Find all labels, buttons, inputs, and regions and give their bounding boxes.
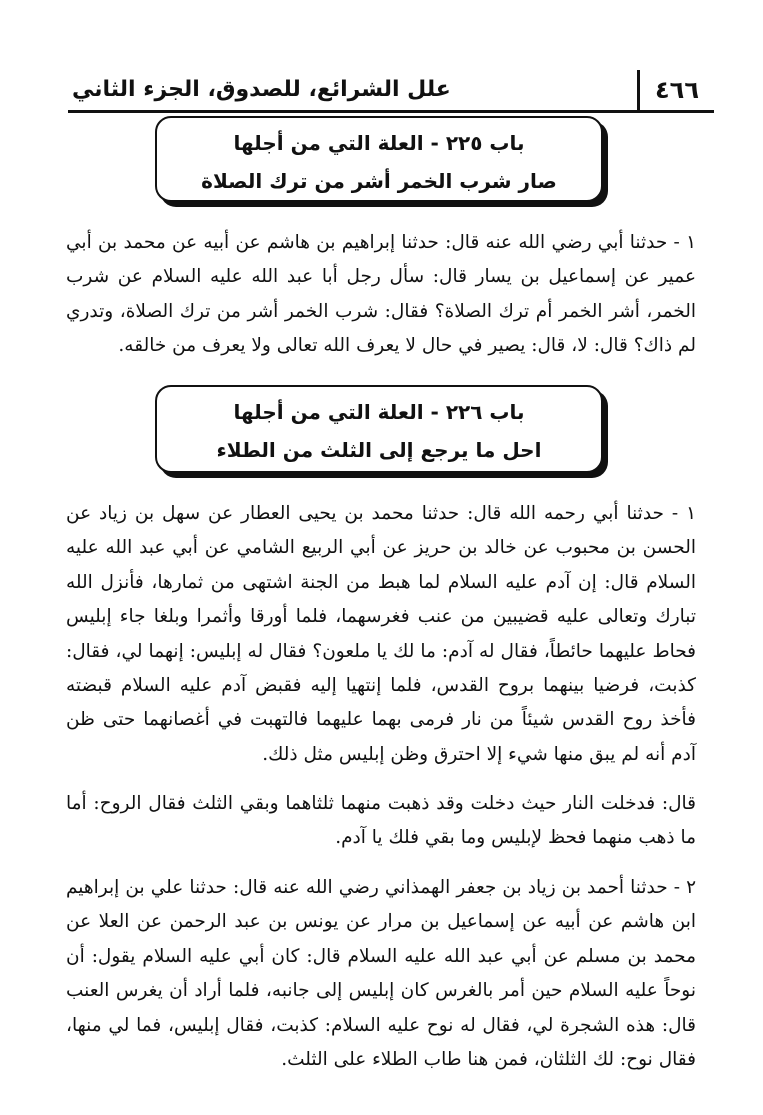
hadith-paragraph: قال: فدخلت النار حيث دخلت وقد ذهبت منهما ثلثاهما وبقي الثلث فقال الروح: أما ما ذهب منهما فحظ لإبليس وما بقي فلك يا آدم.	[66, 793, 696, 849]
hadith-paragraph: ٢ - حدثنا أحمد بن زياد بن جعفر الهمذاني رضي الله عنه قال: حدثنا علي بن إبراهيم ابن هاشم عن أبيه عن إسماعيل بن مرار عن يونس بن عبد الرحمن عن العلا عن محمد بن مسلم عن أبي عبد الله عليه السلام قال: كان أبي عليه السلام يقول: أن نوحاً عليه السلام حين أمر بالغرس كان إبليس إلى جانبه، فلما أراد أن يغرس العنب قال: هذه الشجرة لي، فقال له نوح عليه السلام: كذبت، فقال إبليس، فما لي منها، فقال نوح: لك الثلثان، فمن هنا طاب الطلاء على الثلث.	[66, 877, 696, 1071]
chapter-title-line1: باب ٢٢٥ - العلة التي من أجلها	[233, 131, 525, 155]
hadith-paragraph: ١ - حدثنا أبي رحمه الله قال: حدثنا محمد بن يحيى العطار عن سهل بن زياد عن الحسن بن محبوب عن خالد بن حريز عن أبي الربيع الشامي عن أبي عبد الله عليه السلام قال: إن آدم عليه السلام لما هبط من الجنة اشتهى من ثمارها، فأنزل الله تبارك وتعالى عليه قضيبين من عنب فغرسهما، فلما أورقا وأثمرا وبلغا جاء إبليس فحاط عليهما حائطاً، فقال له آدم: ما لك يا ملعون؟ فقال له إبليس: إنهما لي، فقال: كذبت، فرضيا بينهما بروح القدس، فلما إنتهيا إليه فقبض آدم عليه السلام قبضته فأخذ روح القدس شيئاً من نار فرمى بهما عليهما فالتهبت في أغصانهما حتى ظن آدم أنه لم يبق منها شيء إلا احترق وظن إبليس مثل ذلك.	[66, 503, 696, 765]
chapter-title-line2: صار شرب الخمر أشر من ترك الصلاة	[201, 169, 557, 193]
chapter-heading-225	[155, 116, 603, 202]
page-number: ٤٦٦	[637, 70, 714, 110]
chapter-title-line1: باب ٢٢٦ - العلة التي من أجلها	[233, 400, 525, 424]
chapter-title-line2: احل ما يرجع إلى الثلث من الطلاء	[216, 438, 542, 462]
running-title: علل الشرائع، للصدوق، الجزء الثاني	[72, 77, 451, 102]
hadith-paragraph: ١ - حدثنا أبي رضي الله عنه قال: حدثنا إبراهيم بن هاشم عن أبيه عن محمد بن أبي عمير عن إسماعيل بن يسار قال: سأل رجل أبا عبد الله عليه السلام عن شرب الخمر، أشر الخمر أم ترك الصلاة؟ فقال: شرب الخمر أشر من ترك الصلاة، وتدري لم ذاك؟ قال: لا، قال: يصير في حال لا يعرف الله تعالى ولا يعرف من خالقه.	[66, 232, 696, 357]
page-header	[68, 62, 714, 113]
chapter-heading-226	[155, 385, 603, 473]
